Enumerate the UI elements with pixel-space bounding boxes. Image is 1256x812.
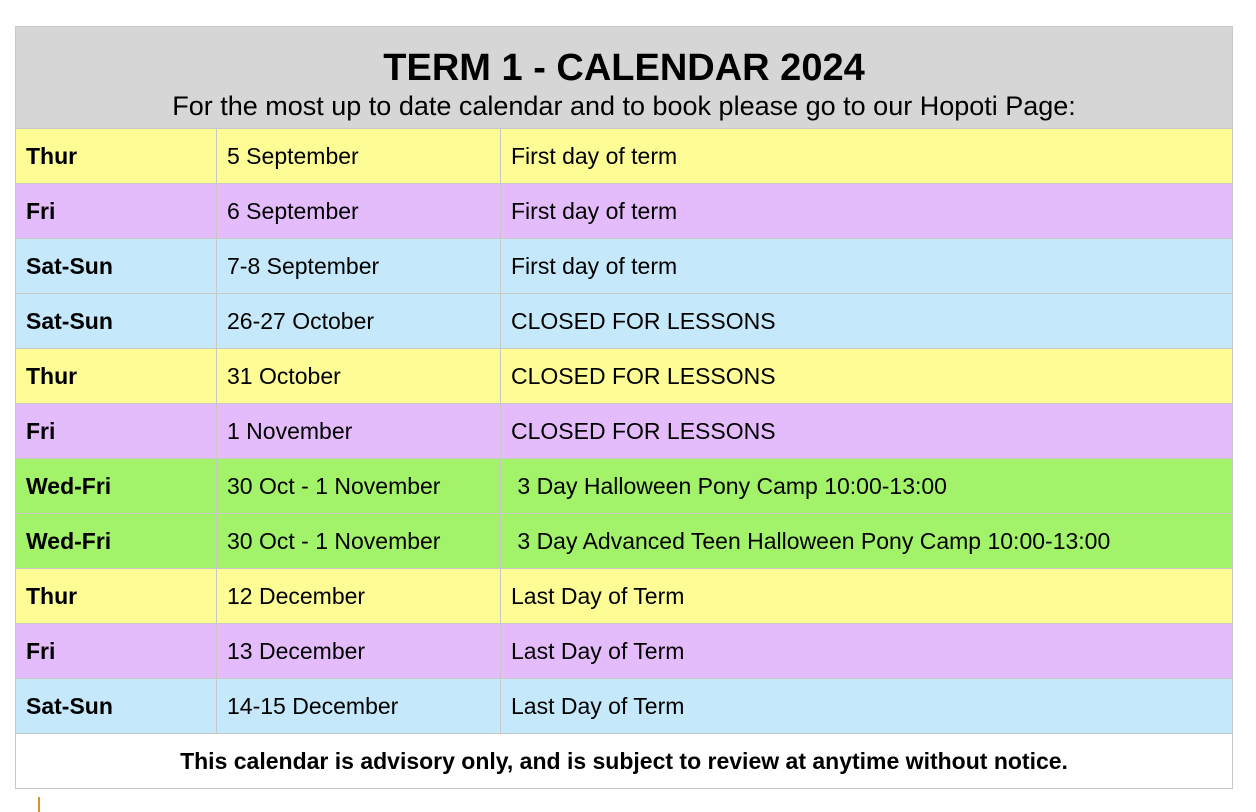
calendar-row [16,514,1233,569]
row-date: 13 December [217,624,501,679]
calendar-footer-row [16,734,1233,789]
calendar-row [16,349,1233,404]
row-day: Sat-Sun [16,294,217,349]
calendar-title: TERM 1 - CALENDAR 2024 [383,46,865,89]
calendar-row [16,624,1233,679]
row-day: Thur [16,569,217,624]
calendar-header-row [16,27,1233,129]
row-day: Sat-Sun [16,679,217,734]
row-event: Last Day of Term [501,569,1233,624]
row-date: 26-27 October [217,294,501,349]
row-day: Wed-Fri [16,459,217,514]
row-event: Last Day of Term [501,624,1233,679]
row-date: 14-15 December [217,679,501,734]
text-cursor [38,797,40,812]
calendar-header [16,27,1233,129]
calendar-subtitle: For the most up to date calendar and to book please go to our Hopoti Page: [172,90,1076,121]
row-day: Wed-Fri [16,514,217,569]
term-calendar-table [15,26,1233,789]
row-date: 5 September [217,129,501,184]
calendar-row [16,569,1233,624]
row-event: CLOSED FOR LESSONS [501,294,1233,349]
row-date: 30 Oct - 1 November [217,459,501,514]
row-date: 1 November [217,404,501,459]
row-day: Fri [16,404,217,459]
calendar-row [16,239,1233,294]
calendar-row [16,404,1233,459]
calendar-row [16,184,1233,239]
row-date: 7-8 September [217,239,501,294]
row-day: Thur [16,349,217,404]
row-event: Last Day of Term [501,679,1233,734]
row-event: CLOSED FOR LESSONS [501,349,1233,404]
row-event: First day of term [501,129,1233,184]
row-event: First day of term [501,239,1233,294]
calendar-row [16,679,1233,734]
calendar-row [16,129,1233,184]
calendar-row [16,459,1233,514]
row-date: 6 September [217,184,501,239]
row-day: Thur [16,129,217,184]
calendar-disclaimer: This calendar is advisory only, and is subject to review at anytime without notice. [16,734,1233,789]
row-day: Sat-Sun [16,239,217,294]
row-event: 3 Day Advanced Teen Halloween Pony Camp 10:00-13:00 [501,514,1233,569]
row-event: CLOSED FOR LESSONS [501,404,1233,459]
row-date: 31 October [217,349,501,404]
row-date: 12 December [217,569,501,624]
row-event: First day of term [501,184,1233,239]
row-day: Fri [16,184,217,239]
row-date: 30 Oct - 1 November [217,514,501,569]
calendar-row [16,294,1233,349]
row-event: 3 Day Halloween Pony Camp 10:00-13:00 [501,459,1233,514]
row-day: Fri [16,624,217,679]
